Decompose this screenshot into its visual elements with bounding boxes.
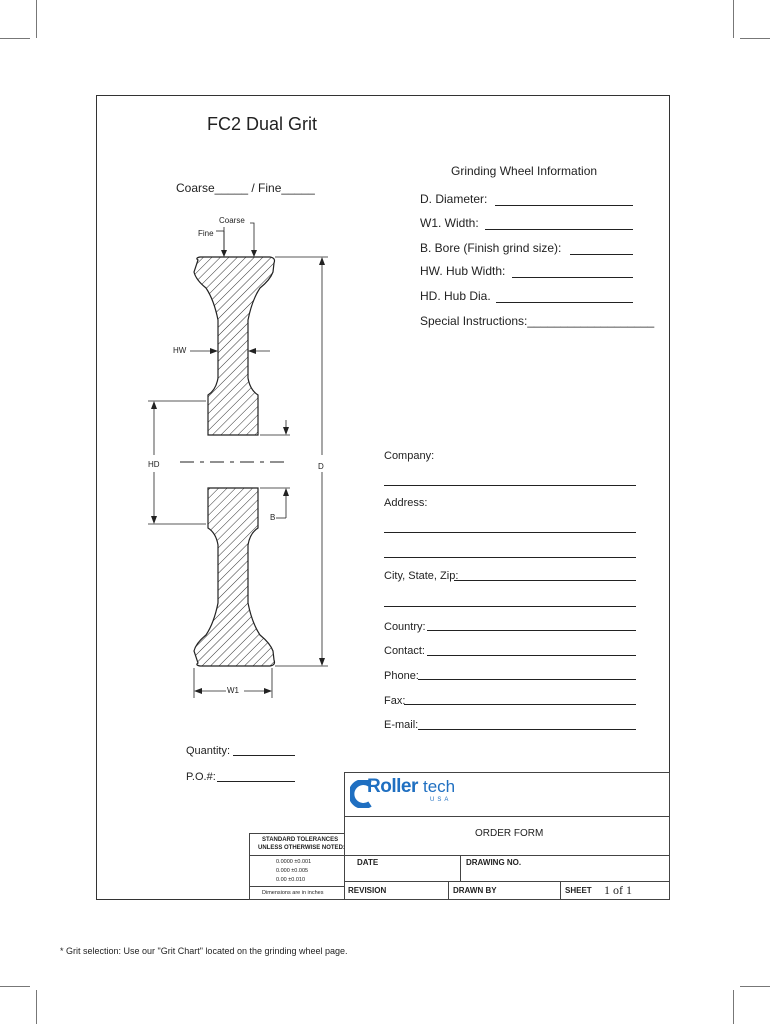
sheet-label: SHEET (565, 886, 592, 895)
quantity-label: Quantity: (186, 745, 231, 757)
tolerance-row: 0.000 ±0.005 (276, 868, 309, 874)
coarse-label: Coarse (219, 216, 245, 225)
quantity-field[interactable] (233, 755, 295, 756)
hub-width-label: HW. Hub Width: (420, 264, 506, 278)
hub-dia-field[interactable] (496, 302, 633, 303)
bore-field[interactable] (570, 254, 633, 255)
sheet-value: 1 of 1 (604, 883, 632, 897)
crop-mark (740, 986, 770, 987)
email-field[interactable] (418, 729, 636, 730)
units-note: Dimensions are in inches (262, 890, 324, 896)
date-label: DATE (357, 858, 379, 867)
city-label: City, State, Zip: (384, 570, 459, 582)
width-field[interactable] (485, 229, 633, 230)
contact-label: Contact: (384, 645, 425, 657)
divider (249, 886, 345, 887)
divider (344, 881, 670, 882)
city-field-2[interactable] (384, 606, 636, 607)
divider (448, 881, 449, 900)
wheel-cross-section-drawing (140, 210, 340, 710)
wheel-info-heading: Grinding Wheel Information (451, 164, 598, 178)
company-label: Company: (384, 450, 435, 462)
crop-mark (740, 38, 770, 39)
po-field[interactable] (217, 781, 295, 782)
fax-field[interactable] (404, 704, 636, 705)
crop-mark (733, 0, 734, 38)
tolerances-title: STANDARD TOLERANCES (262, 837, 339, 843)
drawn-by-label: DRAWN BY (453, 886, 497, 895)
divider (460, 855, 461, 881)
divider (344, 855, 670, 856)
po-label: P.O.#: (186, 771, 216, 783)
page-title: FC2 Dual Grit (207, 114, 318, 134)
diameter-field[interactable] (495, 205, 633, 206)
bore-label: B. Bore (Finish grind size): (420, 241, 562, 255)
crop-mark (36, 990, 37, 1024)
revision-label: REVISION (348, 886, 387, 895)
diameter-label: D. Diameter: (420, 192, 488, 206)
divider (344, 816, 670, 817)
d-label: D (318, 462, 324, 471)
crop-mark (733, 990, 734, 1024)
b-label: B (270, 513, 276, 522)
grit-footnote: * Grit selection: Use our "Grit Chart" located on the grinding wheel page. (60, 946, 348, 956)
special-instructions-field[interactable]: Special Instructions:___________________ (420, 314, 655, 328)
contact-field[interactable] (427, 655, 636, 656)
address-field-1[interactable] (384, 532, 636, 533)
order-form-label: ORDER FORM (475, 828, 544, 839)
w1-label: W1 (227, 686, 239, 695)
logo-sub-text: tech (423, 777, 456, 796)
hub-width-field[interactable] (512, 277, 633, 278)
email-label: E-mail: (384, 719, 419, 731)
crop-mark (36, 0, 37, 38)
grit-selection-line[interactable]: Coarse_____ / Fine_____ (176, 181, 315, 195)
width-label: W1. Width: (420, 216, 479, 230)
phone-label: Phone: (384, 670, 419, 682)
address-label: Address: (384, 497, 428, 509)
crop-mark (0, 38, 30, 39)
hd-label: HD (148, 460, 160, 469)
divider (560, 881, 561, 900)
tolerance-row: 0.00 ±0.010 (276, 877, 306, 883)
tolerances-subtitle: UNLESS OTHERWISE NOTED: (258, 845, 345, 851)
logo-main-text: Roller (367, 776, 418, 797)
crop-mark (0, 986, 30, 987)
divider (249, 855, 345, 856)
company-field[interactable] (384, 485, 636, 486)
country-field[interactable] (427, 630, 636, 631)
address-field-2[interactable] (384, 557, 636, 558)
phone-field[interactable] (418, 679, 636, 680)
country-label: Country: (384, 621, 426, 633)
drawing-no-label: DRAWING NO. (466, 858, 522, 867)
fax-label: Fax: (384, 695, 406, 707)
hw-label: HW (173, 346, 187, 355)
tolerance-row: 0.0000 ±0.001 (276, 859, 312, 865)
fine-label: Fine (198, 229, 214, 238)
logo-tagline: USA (430, 797, 452, 803)
city-field[interactable] (454, 580, 636, 581)
hub-dia-label: HD. Hub Dia. (420, 289, 491, 303)
